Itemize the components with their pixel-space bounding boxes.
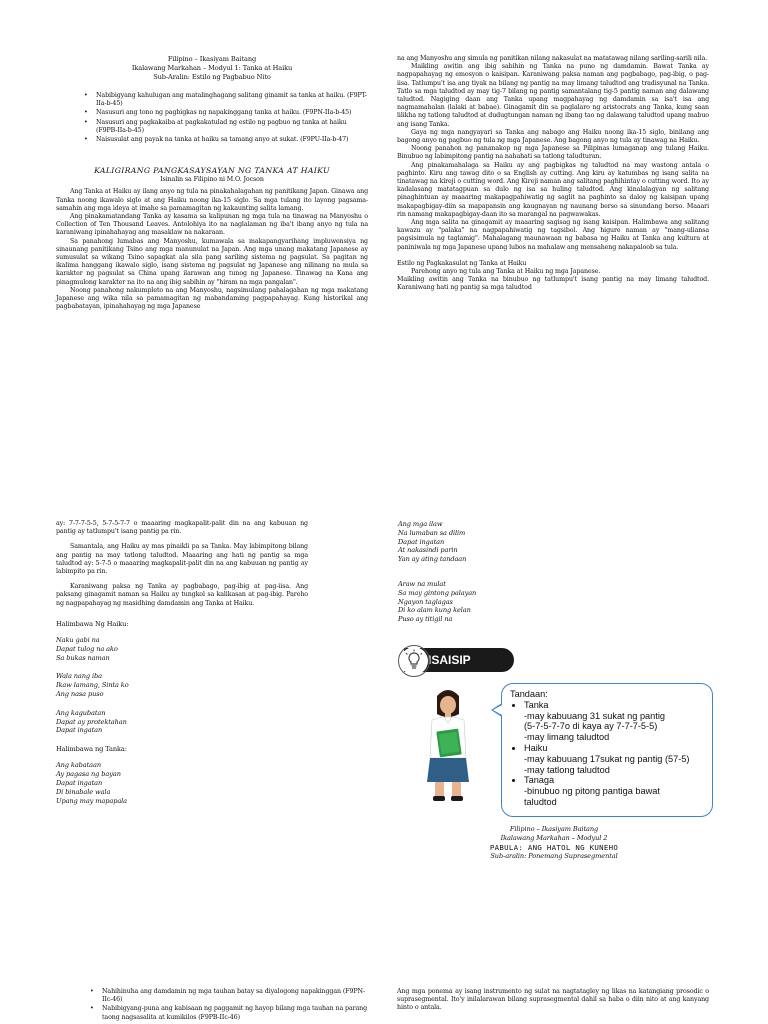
haiku-poem <box>56 672 308 698</box>
paragraph: Ang Tanka at Haiku ay ilang anyo ng tula na pinakahalagahan ng panitikang Japan. Ginawa ang Tanka noong ikawalo siglo at ang Haiku noong ika-15 siglo. Sa mga tulang ito layong pagsama-samahin ang mga ideya at imahe sa pamamagitan ng kakaunting salita lamang. <box>56 188 368 212</box>
header-subtopic: Sub-aralin: Ponemang Suprasegmental <box>490 852 618 860</box>
lesson-title: PABULA: ANG HATOL NG KUNEHO <box>489 843 619 852</box>
header-subject: Filipino – Ikasiyam Baitang <box>509 825 599 833</box>
paragraph: Ang pinakamatandang Tanka ay kasama sa kalipunan ng mga tula na tinawag na Manyoshu o Collection of Ten Thousand Leaves. Antolohiya ito na naglalaman ng iba't ibang anyo ng tula na karaniwang ipinahahayag ang masaklaw na nakaraan. <box>56 213 368 237</box>
poem-form-detail: -may limang taludtod <box>524 732 610 743</box>
poem-form-detail: (5-7-5-7-7o di kaya ay 7-7-7-5-5) <box>524 721 658 732</box>
paragraph: Karaniwang paksa ng Tanka ay pagbabago, pag-ibig at pag-iisa. Ang paksang ginagamit naman sa Haiku ay tungkol sa kalikasan at pag-ibig. Pareho ng nagpapahayag ng masidhing damdamin ang Tanka at Haiku. <box>56 583 308 607</box>
speech-bubble <box>501 683 713 817</box>
poem-form-detail: taludtod <box>524 796 557 807</box>
header-module: Ikalawang Markahan – Modyul 1: Tanka at Haiku <box>131 64 293 72</box>
poem-line: Dapat ingatan <box>56 726 103 735</box>
poem-line: Dapat ingatan <box>398 537 445 546</box>
page-5 <box>56 988 368 1023</box>
page-3 <box>56 520 308 815</box>
objective: • Nabibigyang-puna ang kabisaan ng paggamit ng hayop bilang mga tauhan na parang taong nagsasalita at kumikilos (F9PB-IIc-46) <box>90 1005 368 1021</box>
page-1-header <box>56 55 368 82</box>
bubble-heading: Tandaan: <box>510 689 548 699</box>
poem-form-detail: -may kabuuang 31 sukat ng pantig <box>524 710 665 721</box>
haiku-examples-label: Halimbawa Ng Haiku: <box>56 619 129 628</box>
poem-form-name: • Haiku <box>524 742 548 753</box>
page-4-poems <box>398 520 598 634</box>
isaisip-banner: ISAISIP <box>404 648 514 672</box>
speech-bubble-tail-inner <box>493 705 502 715</box>
tanka-poem <box>398 580 598 624</box>
objective: • Nabibigyang kahulugan ang matalinghagang salitang ginamit sa tanka at haiku. (F9PT-IIa-b-45) <box>84 92 368 108</box>
tanka-poem <box>56 761 308 805</box>
header-subject: Filipino – Ikasiyam Baitang <box>167 55 257 63</box>
page-2 <box>397 55 709 293</box>
tanka-examples-label: Halimbawa ng Tanka: <box>56 745 127 754</box>
translator-credit: Isinalin sa Filipino ni M.O. Jocson <box>160 176 264 184</box>
objective: • Naisusulat ang payak na tanka at haiku sa tamang anyo at sukat. (F9PU-IIa-b-47) <box>84 136 368 144</box>
student-illustration <box>418 686 478 804</box>
tanka-poem <box>398 520 598 564</box>
paragraph: Ang pinakamahalaga sa Haiku ay ang pagbigkas ng taludtod na may wastong antala o paghinto. Kiru ang tawag dito o sa English ay cutting. Ang kiru ay katumbas ng isang salita na tinatawag na kireji o cutting word. Ang Kireji naman ang salitang paghihintay o cutting word. Ito ay kadalasang matatagpuan sa dulo ng isa sa huling taludtod. Ang kinalalagyan ng salitang pinaghintuan ay maaaring makapagpahiwatig ng saglit na paghinto sa daloy ng kaisipan upang makapagbigay-diin sa mapapansin ang kaugnayan ng naunang berso sa sinundang berso. Maaari rin namang makapagbigay-daan ito sa marangal na pagwawakas. <box>397 161 709 218</box>
poem-line: Sa bukas naman <box>56 653 110 662</box>
page-6 <box>397 988 709 1013</box>
poem-form-name: • Tanaga <box>524 775 555 786</box>
poem-line: Upang may mapapala <box>56 796 128 805</box>
poem-line: Yan ay ating tandaan <box>398 555 467 564</box>
poem-line: Sa may gintong palayan <box>398 588 477 597</box>
objective: • Nasusuri ang pagkakaiba at pagkakatulad ng estilo ng pagbuo ng tanka at haiku (F9PB-IIa-b-45) <box>84 119 368 135</box>
paragraph: Gaya ng mga nangyayari sa Tanka ang nabago ang Haiku noong ika-15 siglo, binilang ang bagong anyo ng pagbuo ng tula ng mga Japanese. Ang bagong anyo ng tula ay tinawag na Haiku. <box>397 128 709 145</box>
paragraph: Noong panahong nakumpleto na ang Manyoshu, nagsimulang pahalagahan ng mga makatang Japanese ang wika nila sa pamamagitan ng mabandaming pagpapahayag. Kung historikal ang pagbabatayan, ipinahahayag ng mga Japanese <box>56 286 368 311</box>
poem-line: Ang nasa puso <box>56 690 104 699</box>
article-title: KALIGIRANG PANGKASAYSAYAN NG TANKA AT HAIKU <box>94 166 330 176</box>
poem-form-name: • Tanka <box>524 699 549 710</box>
page-4-header <box>398 825 710 861</box>
paragraph: Samantala, ang Haiku ay mas pinaikli pa sa Tanka. May labimpitong bilang ang pantig na may tatlong taludtod. Maaaring ang hati ng pantig sa mga taludtod ay: 5-7-5 o maaaring magkapalit-palit din na ang kabuuan ng pantig ay labimpito pa rin. <box>56 543 308 576</box>
objectives-list <box>90 988 368 1022</box>
paragraph: Noong panahon ng pananakop ng mga Japanese sa Pilipinas lumaganap ang tulang Haiku. Binubuo ng labimpitong pantig na nahahati sa tatlong taludturan. <box>397 145 709 161</box>
poem-line: Ngayon taglagas <box>398 597 453 606</box>
poem-form-item <box>524 743 704 775</box>
header-subtopic: Sub-Aralin: Estilo ng Pagbabuo Nito <box>153 73 271 81</box>
poem-line: Na lumaban sa dilim <box>398 528 466 537</box>
subheading: Estilo ng Pagkakasulat ng Tanka at Haiku <box>397 259 527 267</box>
poem-line: At nakasindi parin <box>398 546 458 555</box>
poem-line: Ang mga ilaw <box>398 520 443 528</box>
paragraph: Parehong anyo ng tula ang Tanka at Haiku ng mga Japanese. <box>411 268 601 276</box>
poem-line: Ikaw lamang, Sinta ko <box>56 681 129 690</box>
poem-line: Dapat ingatan <box>56 779 103 787</box>
paragraph: Maikling awitin ang Tanka na binubuo ng tatlumpu't isang pantig na may limang taludtod. Karaniwang hati ng pantig sa mga taludtod <box>397 276 709 292</box>
poem-line: Dapat ay protektahan <box>56 717 127 726</box>
objective: • Nahihinuha ang damdamin ng mga tauhan batay sa diyalogong napakinggan (F9PN-IIc-46) <box>90 988 368 1004</box>
paragraph: ay: 7-7-7-5-5, 5-7-5-7-7 o maaaring magkapalit-palit din na ang kabuuan ng pantig ay tatlumpu't isang pantig pa rin. <box>56 520 308 536</box>
poem-form-item <box>524 700 704 743</box>
haiku-poem <box>56 636 308 662</box>
poem-form-detail: -may tatlong taludtod <box>524 764 610 775</box>
poem-form-list <box>510 700 704 808</box>
paragraph: Ang mga ponema ay isang instrumento ng sulat na nagtatagley ng likas na katangiang prosodic o suprasegmental. Ito'y inilalarawan bilang suprasegmental dahil sa haba o diin nito at ang kanyang hinto o antala. <box>397 988 709 1012</box>
objectives-list <box>84 92 368 144</box>
poem-line: Puso ay titigil na <box>398 615 453 624</box>
lightbulb-icon <box>398 645 430 677</box>
header-module: Ikalawang Markahan – Modyul 2 <box>500 834 608 842</box>
poem-line: Ang kabataan <box>56 761 101 770</box>
poem-line: Di binabale wala <box>56 787 111 796</box>
poem-form-detail: -binubuo ng pitong pantiga bawat <box>524 786 660 797</box>
poem-form-item <box>524 775 704 807</box>
poem-line: Di ko alam kung kelan <box>398 606 471 615</box>
paragraph: Sa panahong lumabas ang Manyoshu, kumawala sa makapangyarihang impluwensiya ng sinaunang panitikang Tsino ang mga manunulat na Japan. Ang mga unang makatang Japanese ay sumusulat sa wikang Tsino sapagkat ala sila pang sariling sistema ng pagsulat. Sa pagitan ng ikalima hanggang ikawalo siglo, isang sistema ng pagsulat ng Japanese ang nilinang na mula sa karakter ng pagsulat sa China upang ilarawan ang tunog ng Japanese. Tinawag na Kana ang pinagmulong karakter na ito na ang ibig sabihin ay "hiram na mga pangalan". <box>56 237 368 286</box>
objective: • Nasusuri ang tono ng pagbigkas ng napakinggang tanka at haiku. (F9PN-IIa-b-45) <box>84 109 368 117</box>
poem-line: Ay pagasa ng bayan <box>56 770 121 779</box>
poem-line: Araw na mulat <box>398 579 446 588</box>
haiku-poem <box>56 709 308 735</box>
poem-line: Wala nang iba <box>56 672 102 681</box>
poem-line: Naku gabi na <box>56 636 100 645</box>
poem-form-detail: -may kabuuang 17sukat ng pantig (57-5) <box>524 753 690 764</box>
paragraph: Ang mga salita na ginagamit ay maaaring sagisag ng isang kaisipan. Halimbawa ang salitang kawazu ay "palaka" na nagpapahiwatig ng tagsibol. Ang higure naman ay "mang-uliansa pagsisimula ng taglamig". Mahalagang maunawaan ng babasa ng Haiku at Tanka ang kultura at paniniwala ng mga Japanese upang lubos na mahalaw ang mensaheng nakapaloob sa tula. <box>397 219 709 251</box>
poem-line: Ang kagubatan <box>56 708 106 717</box>
paragraph: Maikling awitin ang ibig sabihin ng Tanka na puno ng damdamin. Bawat Tanka ay nagpapahayag ng emosyon o kaisipan. Karaniwang paksa naman ang pagbabago, pag-ibig, o pag-iisa. Tatlumpu't isa ang tiyak na bilang ng pantig na may limang taludtod ang tradisyunal na Tanka. Tatlo sa mga taludtod ay may tig-7 bilang ng pantig samantalang tig-5 pantig naman ang dalawang taludtod. Nagiging daan ang Tanka upang magpahayag ng damdamin sa isa't isa ang nagmamahalan (lalaki at babae). Ginagamit din sa paglalaro ng aristocrats ang Tanka, kung saan lilikha ng tatlong taludtod at dudugtungan naman ng ibang tao ng dalawang taludtod upang mabuo ang isang Tanka. <box>397 63 709 128</box>
paragraph: na ang Manyoshu ang simula ng panitikan nilang nakasulat na matatawag nilang sariling-sarili nila. <box>397 55 708 62</box>
page-1 <box>56 55 368 311</box>
poem-line: Dapat tulog na ako <box>56 644 118 653</box>
